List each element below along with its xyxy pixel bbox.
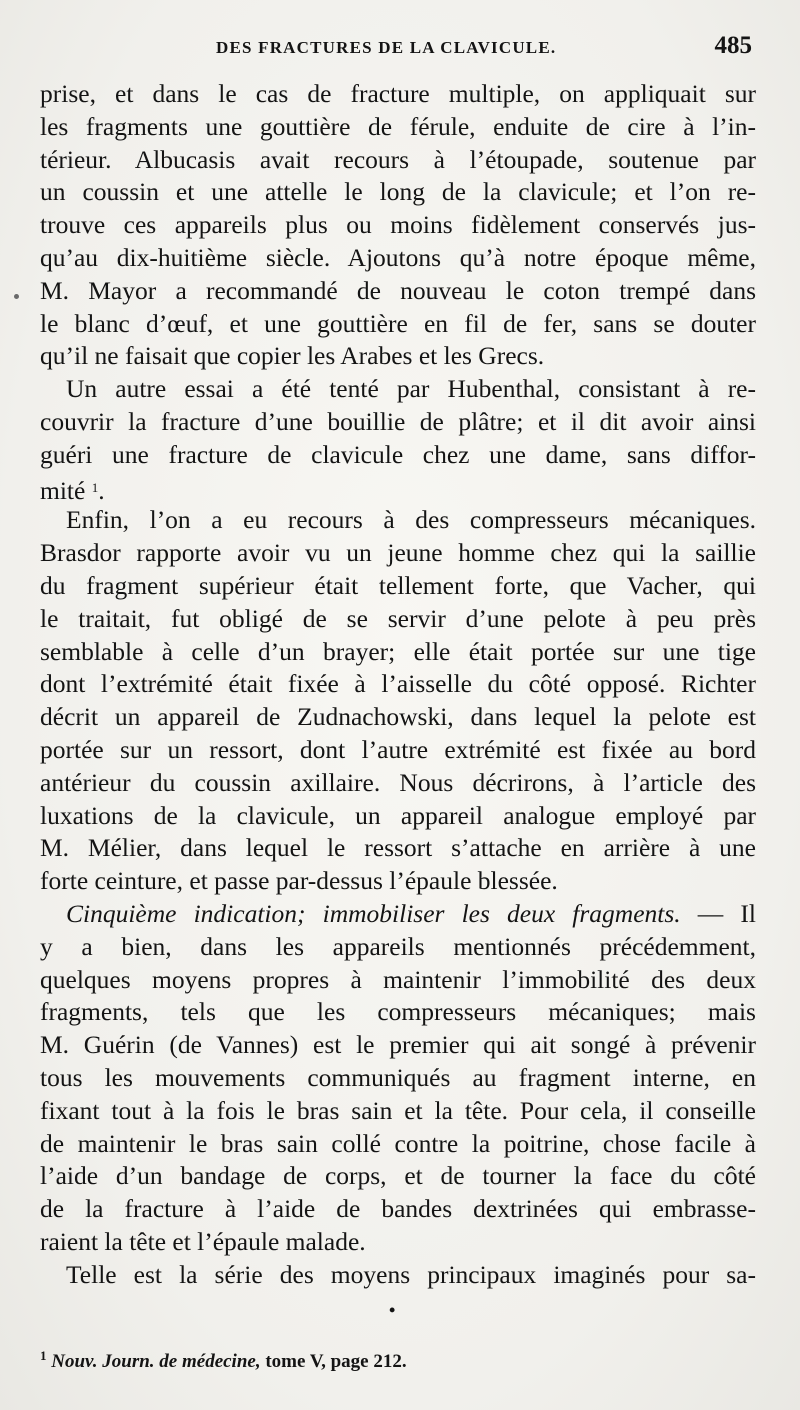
margin-speck [14,294,19,299]
text-line: fixant tout à la fois le bras sain et la tête. Pour cela, il conseille [40,1095,756,1125]
text-line: les fragments une gouttière de férule, enduite de cire à l’in- [40,111,756,141]
footnote [40,1348,407,1373]
text-line: M. Guérin (de Vannes) est le premier qui ait songé à prévenir [40,1030,756,1060]
footnote-marker: 1 [40,1348,47,1363]
text-line: de la fracture à l’aide de bandes dextrinées qui embrasse- [40,1194,756,1224]
section-heading-line [40,898,756,931]
running-head: DES FRACTURES DE LA CLAVICULE. [216,38,557,57]
text-line: luxations de la clavicule, un appareil analogue employé par [40,800,756,830]
text-line: antérieur du coussin axillaire. Nous décrirons, à l’article des [40,767,756,797]
text-line: M. Mélier, dans lequel le ressort s’attache en arrière à une [40,833,756,863]
text-line: dont l’extrémité était fixée à l’aisselle du côté opposé. Richter [40,669,756,699]
text-line-with-note: mité $^1$. [40,475,105,505]
page-number: 485 [714,32,752,59]
text-line: décrit un appareil de Zudnachowski, dans lequel la pelote est [40,702,756,732]
text-line: M. Mayor a recommandé de nouveau le coton trempé dans [40,275,756,305]
body-text [40,78,756,1291]
text-line: quelques moyens propres à maintenir l’immobilité des deux [40,964,756,994]
text-line: couvrir la fracture d’une bouillie de plâtre; et il dit avoir ainsi [40,406,756,436]
text-fragment: mité [40,475,86,505]
signature-mark: • [389,1300,396,1320]
section-heading: Cinquième indication; immobiliser les deux fragments. [66,898,681,928]
text-line: semblable à celle d’un brayer; elle était portée sur une tige [40,636,756,666]
text-line: tous les mouvements communiqués au fragment interne, en [40,1062,756,1092]
text-line: y a bien, dans les appareils mentionnés précédemment, [40,931,756,961]
text-line: l’aide d’un bandage de corps, et de tourner la face du côté [40,1161,756,1191]
text-line: Enfin, l’on a eu recours à des compresseurs mécaniques. [66,505,756,535]
text-line: du fragment supérieur était tellement forte, que Vacher, qui [40,570,756,600]
text-line: prise, et dans le cas de fracture multiple, on appliquait sur [40,79,756,108]
text-line: qu’il ne faisait que copier les Arabes et les Grecs. [40,341,545,371]
text-line: un coussin et une attelle le long de la clavicule; et l’on re- [40,177,756,207]
text-line: guéri une fracture de clavicule chez une dame, sans diffor- [40,439,756,469]
text-line: forte ceinture, et passe par-dessus l’épaule blessée. [40,866,558,896]
footnote-reference: 1 [91,479,99,495]
text-line: trouve ces appareils plus ou moins fidèlement conservés jus- [40,210,756,240]
text-line: fragments, tels que les compresseurs mécaniques; mais [40,997,756,1027]
text-line: le blanc d’œuf, et une gouttière en fil de fer, sans se douter [40,308,756,338]
text-line: térieur. Albucasis avait recours à l’étoupade, soutenue par [40,144,756,174]
text-line: Un autre essai a été tenté par Hubenthal, consistant à re- [66,374,756,404]
text-line: qu’au dix-huitième siècle. Ajoutons qu’à notre époque même, [40,242,756,272]
text-line: de maintenir le bras sain collé contre la poitrine, chose facile à [40,1128,756,1158]
text-line: Telle est la série des moyens principaux imaginés pour sa- [66,1259,756,1289]
footnote-citation: tome V, page 212. [260,1351,407,1372]
text-line: Brasdor rapporte avoir vu un jeune homme chez qui la saillie [40,538,756,568]
text-fragment: — Il [697,898,756,928]
page-header [40,32,752,68]
text-line: portée sur un ressort, dont l’autre extrémité est fixée au bord [40,734,756,764]
text-line: raient la tête et l’épaule malade. [40,1226,366,1256]
text-line: le traitait, fut obligé de se servir d’une pelote à peu près [40,603,756,633]
footnote-journal: Nouv. Journ. de médecine, [51,1351,261,1372]
